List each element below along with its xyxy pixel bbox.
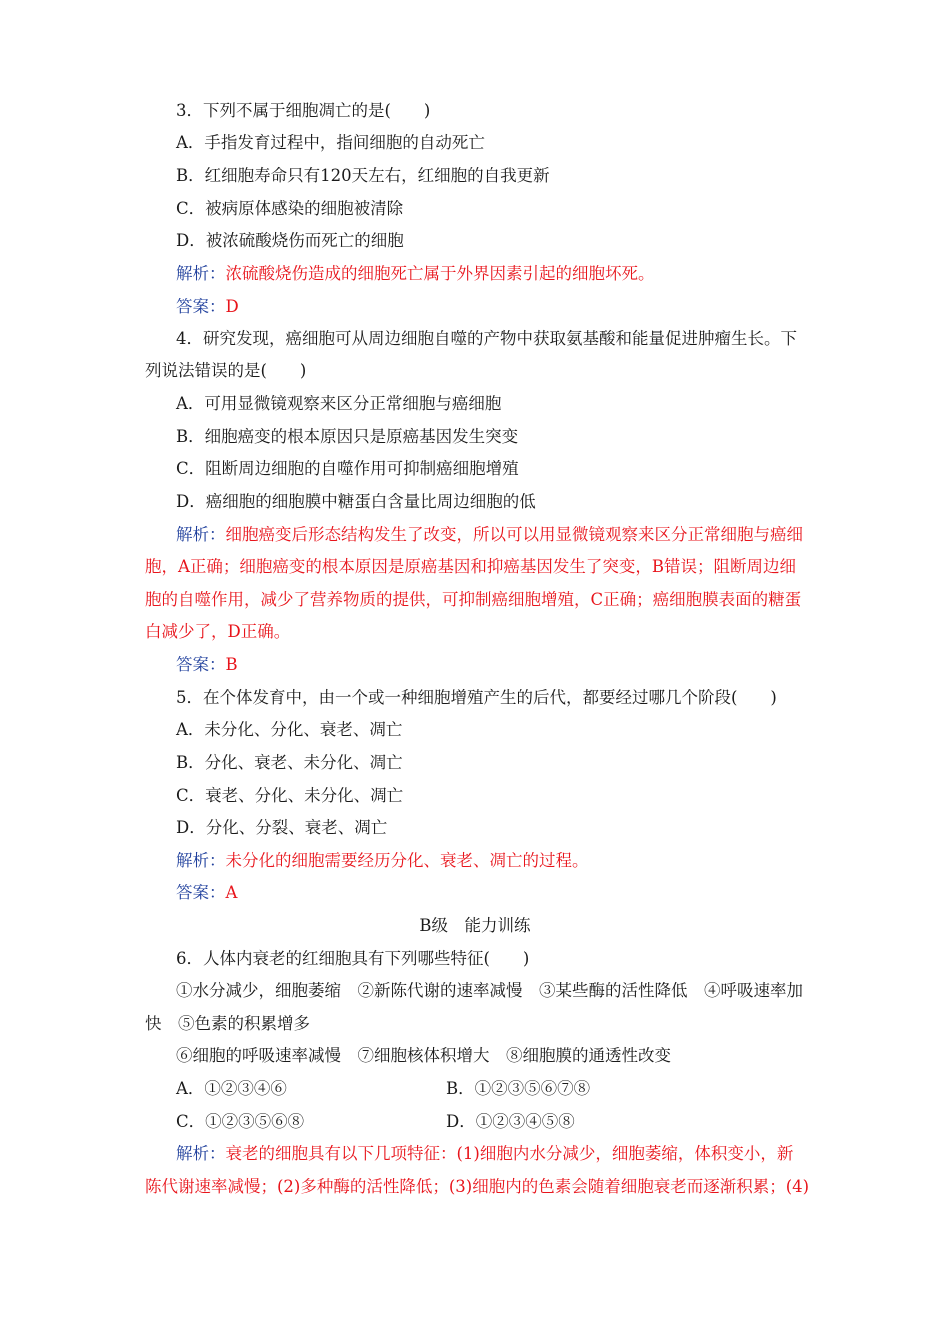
analysis-label: 解析： [176, 851, 226, 870]
q4-answer [176, 654, 238, 676]
q6-items-line3: ⑥细胞的呼吸速率减慢 ⑦细胞核体积增大 ⑧细胞膜的通透性改变 [176, 1046, 671, 1065]
q4-analysis-line1 [176, 524, 803, 546]
q5-analysis [176, 850, 589, 872]
q4-option-d: D．癌细胞的细胞膜中糖蛋白含量比周边细胞的低 [176, 492, 536, 511]
q4-option-b: B．细胞癌变的根本原因只是原癌基因发生突变 [176, 427, 519, 446]
analysis-label: 解析： [176, 1144, 226, 1163]
q5-stem: 5．在个体发育中，由一个或一种细胞增殖产生的后代，都要经过哪几个阶段( ) [176, 688, 777, 707]
answer-value: B [225, 655, 238, 674]
analysis-label: 解析： [176, 525, 226, 544]
q4-analysis-line4: 白减少了，D正确。 [145, 622, 291, 641]
q3-stem: 3．下列不属于细胞凋亡的是( ) [176, 101, 431, 120]
q6-analysis-line1 [176, 1143, 793, 1165]
q4-analysis-line3: 胞的自噬作用，减少了营养物质的提供，可抑制癌细胞增殖，C正确；癌细胞膜表面的糖蛋 [145, 590, 802, 609]
answer-label: 答案： [176, 297, 226, 316]
q6-option-b: B．①②③⑤⑥⑦⑧ [446, 1079, 591, 1098]
analysis-label: 解析： [176, 264, 226, 283]
section-heading: B级 能力训练 [419, 916, 531, 935]
q3-option-a: A．手指发育过程中，指间细胞的自动死亡 [176, 133, 485, 152]
q6-items-line1: ①水分减少，细胞萎缩 ②新陈代谢的速率减慢 ③某些酶的活性降低 ④呼吸速率加 [176, 981, 803, 1000]
answer-label: 答案： [176, 883, 226, 902]
analysis-text: 未分化的细胞需要经历分化、衰老、凋亡的过程。 [225, 851, 589, 870]
q4-option-a: A．可用显微镜观察来区分正常细胞与癌细胞 [176, 394, 502, 413]
q3-answer [176, 296, 239, 318]
answer-value: A [225, 883, 238, 902]
q3-analysis [176, 263, 655, 285]
q3-option-b: B．红细胞寿命只有120天左右，红细胞的自我更新 [176, 166, 550, 185]
answer-label: 答案： [176, 655, 226, 674]
q5-answer [176, 882, 237, 904]
q6-option-a: A．①②③④⑥ [176, 1079, 287, 1098]
q4-option-c: C．阻断周边细胞的自噬作用可抑制癌细胞增殖 [176, 459, 519, 478]
q5-option-d: D．分化、分裂、衰老、凋亡 [176, 818, 388, 837]
answer-value: D [225, 297, 239, 316]
q3-option-d: D．被浓硫酸烧伤而死亡的细胞 [176, 231, 404, 250]
q6-option-d: D．①②③④⑤⑧ [446, 1112, 575, 1131]
q4-stem-line2: 列说法错误的是( ) [145, 361, 307, 380]
q5-option-b: B．分化、衰老、未分化、凋亡 [176, 753, 403, 772]
analysis-text: 细胞癌变后形态结构发生了改变，所以可以用显微镜观察来区分正常细胞与癌细 [225, 525, 803, 544]
q6-option-c: C．①②③⑤⑥⑧ [176, 1112, 305, 1131]
q5-option-c: C．衰老、分化、未分化、凋亡 [176, 786, 404, 805]
q4-stem-line1: 4．研究发现，癌细胞可从周边细胞自噬的产物中获取氨基酸和能量促进肿瘤生长。下 [176, 329, 797, 348]
q3-option-c: C．被病原体感染的细胞被清除 [176, 199, 404, 218]
q6-stem: 6．人体内衰老的红细胞具有下列哪些特征( ) [176, 949, 530, 968]
analysis-text: 衰老的细胞具有以下几项特征：(1)细胞内水分减少，细胞萎缩，体积变小，新 [225, 1144, 794, 1163]
q5-option-a: A．未分化、分化、衰老、凋亡 [176, 720, 403, 739]
analysis-text: 浓硫酸烧伤造成的细胞死亡属于外界因素引起的细胞坏死。 [225, 264, 655, 283]
q6-items-line2: 快 ⑤色素的积累增多 [145, 1014, 310, 1033]
q6-analysis-line2: 陈代谢速率减慢；(2)多种酶的活性降低；(3)细胞内的色素会随着细胞衰老而逐渐积累；(4) [145, 1177, 810, 1196]
q4-analysis-line2: 胞，A正确；细胞癌变的根本原因是原癌基因和抑癌基因发生了突变，B错误；阻断周边细 [145, 557, 797, 576]
